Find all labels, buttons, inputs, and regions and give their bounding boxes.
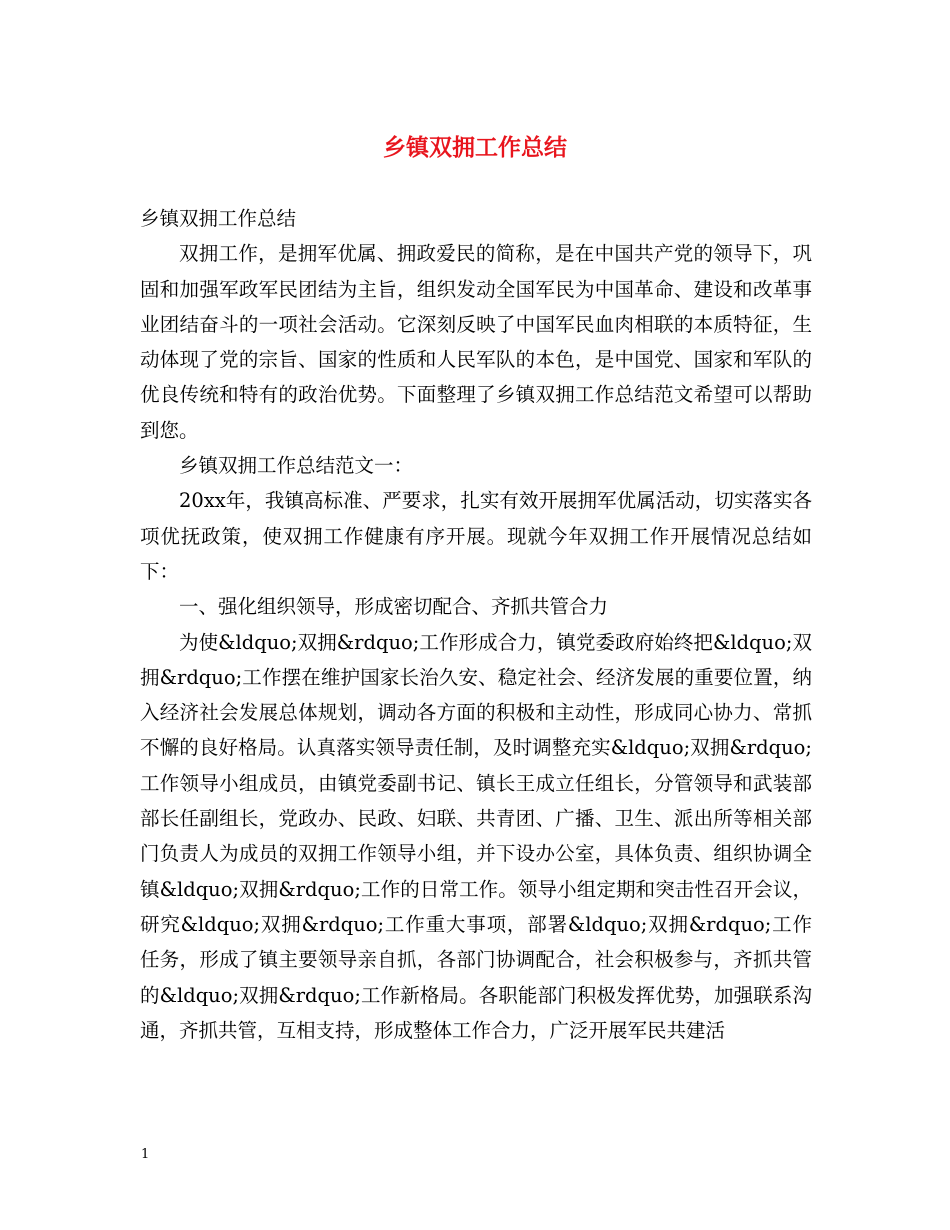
body-paragraph: 双拥工作，是拥军优属、拥政爱民的简称，是在中国共产党的领导下，巩固和加强军政军民团结为主旨，组织发动全国军民为中国革命、建设和改革事业团结奋斗的一项社会活动。它深刻反映了中国军民血肉相联的本质特征，生动体现了党的宗旨、国家的性质和人民军队的本色，是中国党、国家和军队的优良传统和特有的政治优势。下面整理了乡镇双拥工作总结范文希望可以帮助到您。: [140, 242, 812, 442]
section-heading: 一、强化组织领导，形成密切配合、齐抓共管合力: [179, 595, 609, 619]
document-title: 乡镇双拥工作总结: [383, 135, 567, 161]
page-number: 1: [141, 1147, 150, 1162]
body-paragraph: 乡镇双拥工作总结: [140, 207, 297, 230]
body-paragraph: 为使&ldquo;双拥&rdquo;工作形成合力，镇党委政府始终把&ldquo;双拥&rdquo;工作摆在维护国家长治久安、稳定社会、经济发展的重要位置，纳入经济社会发展总体规划，调动各方面的积极和主动性，形成同心协力、常抓不懈的良好格局。认真落实领导责任制，及时调整充实&ldquo;双拥&rdquo;工作领导小组成员，由镇党委副书记、镇长王成立任组长，分管领导和武装部部长任副组长，党政办、民政、妇联、共青团、广播、卫生、派出所等相关部门负责人为成员的双拥工作领导小组，并下设办公室，具体负责、组织协调全镇&ldquo;双拥&rdquo;工作的日常工作。领导小组定期和突击性召开会议，研究&ldquo;双拥&rdquo;工作重大事项，部署&ldquo;双拥&rdquo;工作任务，形成了镇主要领导亲自抓，各部门协调配合，社会积极参与，齐抓共管的&ldquo;双拥&rdquo;工作新格局。各职能部门积极发挥优势，加强联系沟通，齐抓共管，互相支持，形成整体工作合力，广泛开展军民共建活: [140, 630, 812, 1042]
document-body: [140, 201, 812, 1048]
body-paragraph: 20xx年，我镇高标准、严要求，扎实有效开展拥军优属活动，切实落实各项优抚政策，使双拥工作健康有序开展。现就今年双拥工作开展情况总结如下：: [140, 489, 812, 583]
body-paragraph: 乡镇双拥工作总结范文一：: [179, 454, 414, 478]
